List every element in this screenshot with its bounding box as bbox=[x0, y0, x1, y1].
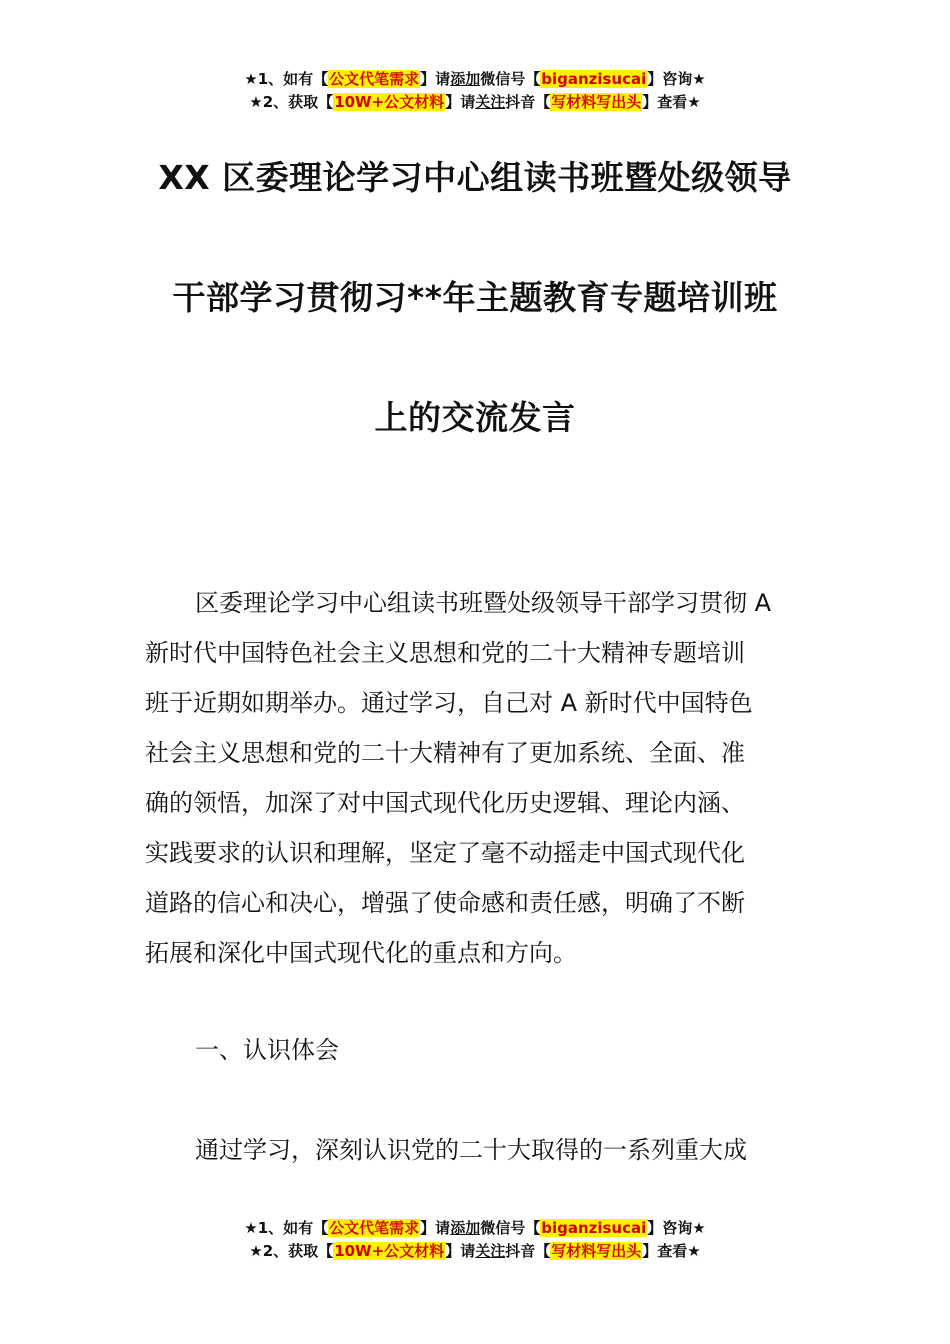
banner-text: 】请 bbox=[420, 1219, 451, 1237]
document-title-line-2: 干部学习贯彻习**年主题教育专题培训班 bbox=[172, 278, 778, 317]
banner-text: 】查看★ bbox=[642, 1242, 701, 1260]
banner-text: 抖音【 bbox=[505, 1242, 551, 1260]
document-title-line-3: 上的交流发言 bbox=[374, 398, 576, 437]
highlight-wechat-id: biganzisucai bbox=[541, 70, 647, 88]
paragraph-line: 新时代中国特色社会主义思想和党的二十大精神专题培训 bbox=[145, 639, 745, 667]
banner-text: 】咨询★ bbox=[647, 1219, 706, 1237]
paragraph-line: 班于近期如期举办。通过学习，自己对 A 新时代中国特色 bbox=[145, 689, 753, 717]
highlight-service: 公文代笔需求 bbox=[329, 1219, 420, 1237]
banner-line-2 bbox=[0, 1240, 950, 1263]
banner-text: ★1、如有【 bbox=[244, 1219, 329, 1237]
banner-line-1 bbox=[0, 68, 950, 91]
section-paragraph bbox=[145, 1125, 807, 1175]
section-heading bbox=[145, 1025, 807, 1075]
banner-text: 抖音【 bbox=[505, 93, 551, 111]
banner-text: ★2、获取【 bbox=[249, 1242, 334, 1260]
banner-text: 】请 bbox=[445, 1242, 476, 1260]
banner-text: 】请 bbox=[445, 93, 476, 111]
banner-text: 微信号【 bbox=[480, 70, 541, 88]
banner-line-1 bbox=[0, 1217, 950, 1240]
underlined-text: 关注 bbox=[475, 1242, 506, 1260]
highlight-douyin-id: 写材料写出头 bbox=[551, 1242, 642, 1260]
banner-text: 】请 bbox=[420, 70, 451, 88]
header-banner bbox=[0, 68, 950, 114]
underlined-text: 关注 bbox=[475, 93, 506, 111]
paragraph-line: 拓展和深化中国式现代化的重点和方向。 bbox=[145, 939, 577, 967]
highlight-materials: 10W+公文材料 bbox=[334, 1242, 445, 1260]
banner-text: ★1、如有【 bbox=[244, 70, 329, 88]
paragraph-line: 通过学习，深刻认识党的二十大取得的一系列重大成 bbox=[195, 1136, 747, 1164]
banner-line-2 bbox=[0, 91, 950, 114]
banner-text: 】咨询★ bbox=[647, 70, 706, 88]
highlight-wechat-id: biganzisucai bbox=[541, 1219, 647, 1237]
paragraph-line: 区委理论学习中心组读书班暨处级领导干部学习贯彻 A bbox=[195, 589, 772, 617]
paragraph-line: 道路的信心和决心，增强了使命感和责任感，明确了不断 bbox=[145, 889, 745, 917]
paragraph-line: 实践要求的认识和理解，坚定了毫不动摇走中国式现代化 bbox=[145, 839, 745, 867]
underlined-text: 添加 bbox=[450, 70, 481, 88]
document-title-line-1: XX 区委理论学习中心组读书班暨处级领导 bbox=[158, 158, 792, 197]
footer-banner bbox=[0, 1217, 950, 1263]
underlined-text: 添加 bbox=[450, 1219, 481, 1237]
intro-paragraph bbox=[145, 578, 807, 978]
highlight-service: 公文代笔需求 bbox=[329, 70, 420, 88]
paragraph-line: 确的领悟，加深了对中国式现代化历史逻辑、理论内涵、 bbox=[145, 789, 745, 817]
paragraph-line: 社会主义思想和党的二十大精神有了更加系统、全面、准 bbox=[145, 739, 745, 767]
highlight-douyin-id: 写材料写出头 bbox=[551, 93, 642, 111]
highlight-materials: 10W+公文材料 bbox=[334, 93, 445, 111]
banner-text: ★2、获取【 bbox=[249, 93, 334, 111]
section-heading-text: 一、认识体会 bbox=[195, 1036, 339, 1064]
banner-text: 微信号【 bbox=[480, 1219, 541, 1237]
banner-text: 】查看★ bbox=[642, 93, 701, 111]
